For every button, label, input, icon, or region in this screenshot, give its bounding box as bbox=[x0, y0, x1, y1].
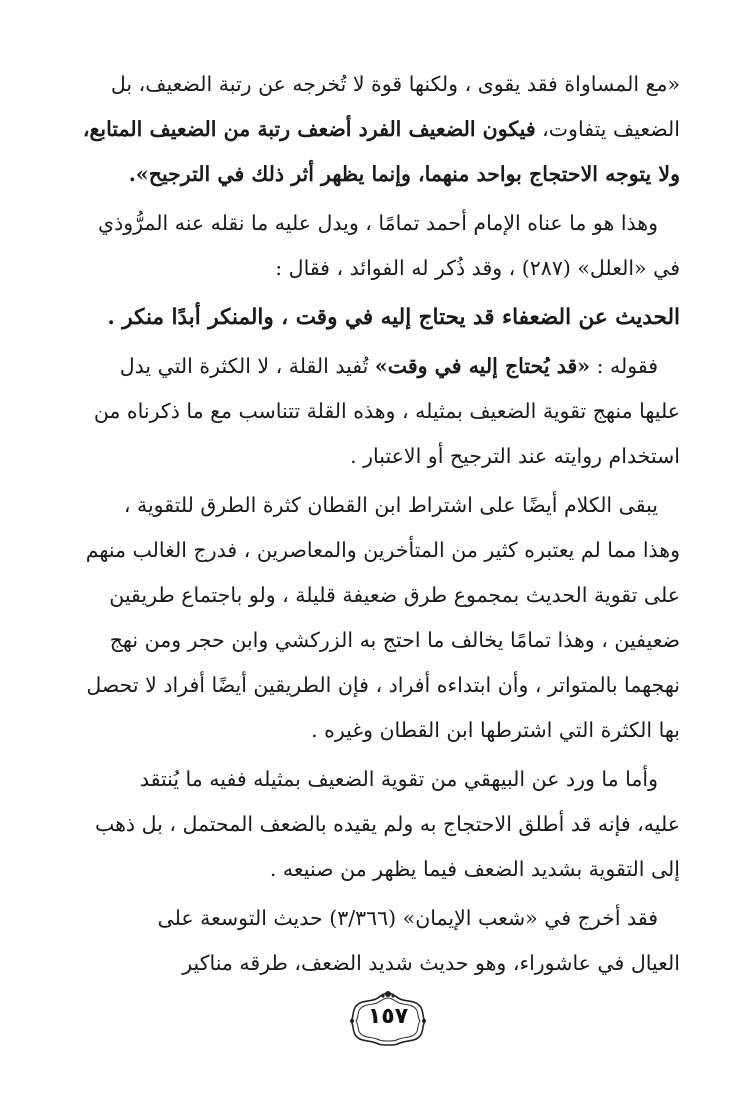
text-line: «مع المساواة فقد يقوى ، ولكنها قوة لا تُخرجه عن رتبة الضعيف، بل bbox=[110, 72, 680, 96]
text-line: ضعيفين ، وهذا تمامًا يخالف ما احتج به الزركشي وابن حجر ومن نهج bbox=[109, 628, 680, 652]
text-line: وأما ما ورد عن البيهقي من تقوية الضعيف بمثيله ففيه ما يُنتقد bbox=[139, 767, 658, 791]
paragraph-1 bbox=[70, 62, 680, 197]
text-line: يبقى الكلام أيضًا على اشتراط ابن القطان كثرة الطرق للتقوية ، bbox=[123, 493, 658, 517]
paragraph-6 bbox=[70, 757, 680, 892]
text-line: في «العلل» (٢٨٧) ، وقد ذُكر له الفوائد ، فقال : bbox=[275, 256, 680, 280]
text-line: استخدام روايته عند الترجيح أو الاعتبار . bbox=[350, 444, 680, 468]
text-line: إلى التقوية بشديد الضعف فيما يظهر من صنيعه . bbox=[269, 857, 680, 881]
text-line: على تقوية الحديث بمجموع طرق ضعيفة قليلة ، ولو باجتماع طريقين bbox=[109, 583, 680, 607]
text-line: نهجهما بالمتواتر ، وأن ابتداءه أفراد ، فإن الطريقين أيضًا أفراد لا تحصل bbox=[86, 673, 680, 697]
text-line: عليها منهج تقوية الضعيف بمثيله ، وهذه القلة تتناسب مع ما ذكرناه من bbox=[93, 399, 680, 423]
text-line: العيال في عاشوراء، وهو حديث شديد الضعف، طرقه مناكير bbox=[182, 951, 680, 975]
text-line: الحديث عن الضعفاء قد يحتاج إليه في وقت ، والمنكر أبدًا منكر . bbox=[107, 305, 680, 330]
text-line: وهذا مما لم يعتبره كثير من المتأخرين والمعاصرين ، فدرج الغالب منهم bbox=[85, 538, 680, 562]
text-line: بها الكثرة التي اشترطها ابن القطان وغيره . bbox=[311, 718, 680, 742]
page-number-frame bbox=[343, 990, 433, 1046]
text-line: وهذا هو ما عناه الإمام أحمد تمامًا ، ويدل عليه ما نقله عنه المرُّوذي bbox=[98, 211, 658, 235]
page-body bbox=[70, 62, 680, 990]
text-line: الضعيف يتفاوت، فيكون الضعيف الفرد أضعف رتبة من الضعيف المتابع، bbox=[82, 117, 680, 141]
text-line: عليه، فإنه قد أطلق الاحتجاج به ولم يقيده بالضعف المحتمل ، بل ذهب bbox=[94, 812, 680, 836]
text-line: فقد أخرج في «شعب الإيمان» (٣/٣٦٦) حديث التوسعة على bbox=[157, 906, 658, 930]
paragraph-4 bbox=[70, 344, 680, 479]
bold-text: فيكون الضعيف الفرد أضعف رتبة من الضعيف المتابع، bbox=[82, 117, 536, 141]
bold-text-line: ولا يتوجه الاحتجاج بواحد منهما، وإنما يظهر أثر ذلك في الترجيح». bbox=[128, 162, 680, 186]
text-line: فقوله : «قد يُحتاج إليه في وقت» تُفيد القلة ، لا الكثرة التي يدل bbox=[119, 354, 658, 378]
paragraph-7 bbox=[70, 896, 680, 986]
paragraph-2 bbox=[70, 201, 680, 291]
bold-quote: «قد يُحتاج إليه في وقت» bbox=[374, 354, 591, 378]
page-number: ١٥٧ bbox=[367, 1004, 409, 1029]
paragraph-5 bbox=[70, 483, 680, 753]
quoted-statement bbox=[70, 295, 680, 340]
page-footer bbox=[0, 990, 748, 1050]
